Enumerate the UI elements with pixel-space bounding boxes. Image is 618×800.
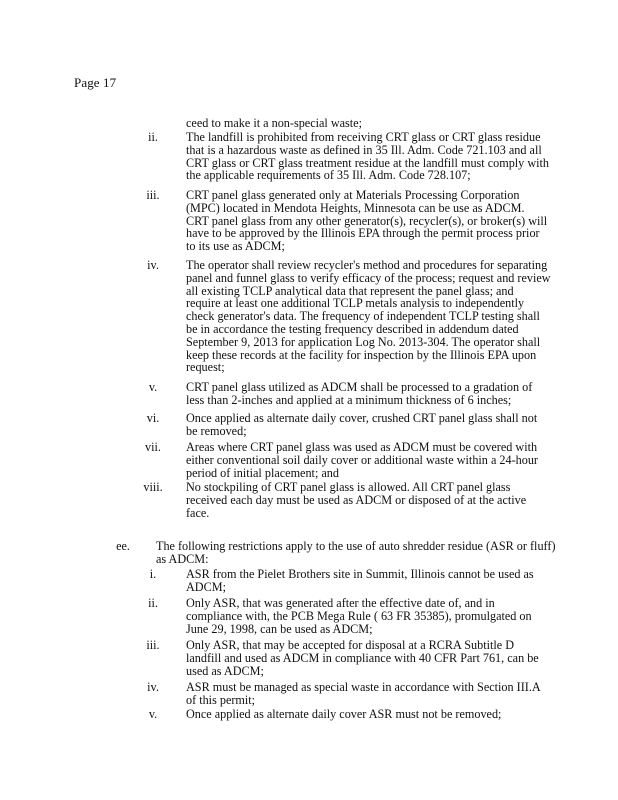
- item-label: ii.: [148, 130, 158, 144]
- item-label: vii.: [145, 440, 161, 454]
- item-text: Once applied as alternate daily cover ASR must not be removed;: [186, 707, 502, 721]
- item-text: Once applied as alternate daily cover, crushed CRT panel glass shall not be removed;: [186, 411, 538, 438]
- item-text: The landfill is prohibited from receiving CRT glass or CRT glass residue that is a hazardous waste as defined in 35 Ill. Adm. Code 721.103 and all CRT glass or CRT glass treatment residue at the landfill must comply with the applicable requirements of 35 Ill. Adm. Code 728.107;: [186, 130, 549, 183]
- item-label: iv.: [147, 258, 159, 272]
- item-text: The operator shall review recycler's method and procedures for separating panel and funnel glass to verify efficacy of the process; request and review all existing TCLP analytical data that represent the panel glass; and require at least one additional TCLP metals analysis to independently check generator's data. The frequency of independent TCLP testing shall be in accordance the testing frequency described in addendum dated September 9, 2013 for application Log No. 2013-304. The operator shall keep these records at the facility for inspection by the Illinois EPA upon request;: [186, 258, 551, 375]
- page-number: Page 17: [74, 75, 117, 90]
- item-text: CRT panel glass utilized as ADCM shall be processed to a gradation of less than 2-inches and applied at a minimum thickness of 6 inches;: [186, 380, 533, 407]
- continuation-text: ceed to make it a non-special waste;: [186, 116, 362, 130]
- item-text: ASR from the Pielet Brothers site in Summit, Illinois cannot be used as ADCM;: [186, 567, 534, 594]
- item-text: No stockpiling of CRT panel glass is allowed. All CRT panel glass received each day must be used as ADCM or disposed of at the active face.: [186, 480, 527, 520]
- item-label: v.: [148, 380, 158, 394]
- item-label: v.: [148, 707, 158, 721]
- section-label: ee.: [116, 539, 130, 553]
- item-label: viii.: [143, 480, 163, 494]
- item-text: Only ASR, that was generated after the effective date of, and in compliance with, the PCB Mega Rule ( 63 FR 35385), promulgated on June 29, 1998, can be used as ADCM;: [186, 596, 532, 636]
- item-label: vi.: [146, 411, 160, 425]
- item-label: iii.: [146, 188, 160, 202]
- item-label: ii.: [148, 596, 158, 610]
- item-text: Only ASR, that may be accepted for disposal at a RCRA Subtitle D landfill and used as ADCM in compliance with 40 CFR Part 761, can be used as ADCM;: [186, 638, 539, 678]
- item-label: i.: [149, 567, 157, 581]
- item-label: iv.: [147, 680, 159, 694]
- section-text: The following restrictions apply to the use of auto shredder residue (ASR or fluff) as ADCM:: [156, 539, 556, 566]
- item-text: ASR must be managed as special waste in accordance with Section III.A of this permit;: [186, 680, 541, 707]
- item-text: CRT panel glass generated only at Materials Processing Corporation (MPC) located in Mendota Heights, Minnesota can be use as ADCM. CRT panel glass from any other generator(s), recycler(s), or broker(s) will have to be approved by the Illinois EPA through the permit process prior to its use as ADCM;: [186, 188, 548, 254]
- item-label: iii.: [146, 638, 160, 652]
- item-text: Areas where CRT panel glass was used as ADCM must be covered with either conventional soil daily cover or additional waste within a 24-hour period of initial placement; and: [186, 440, 538, 480]
